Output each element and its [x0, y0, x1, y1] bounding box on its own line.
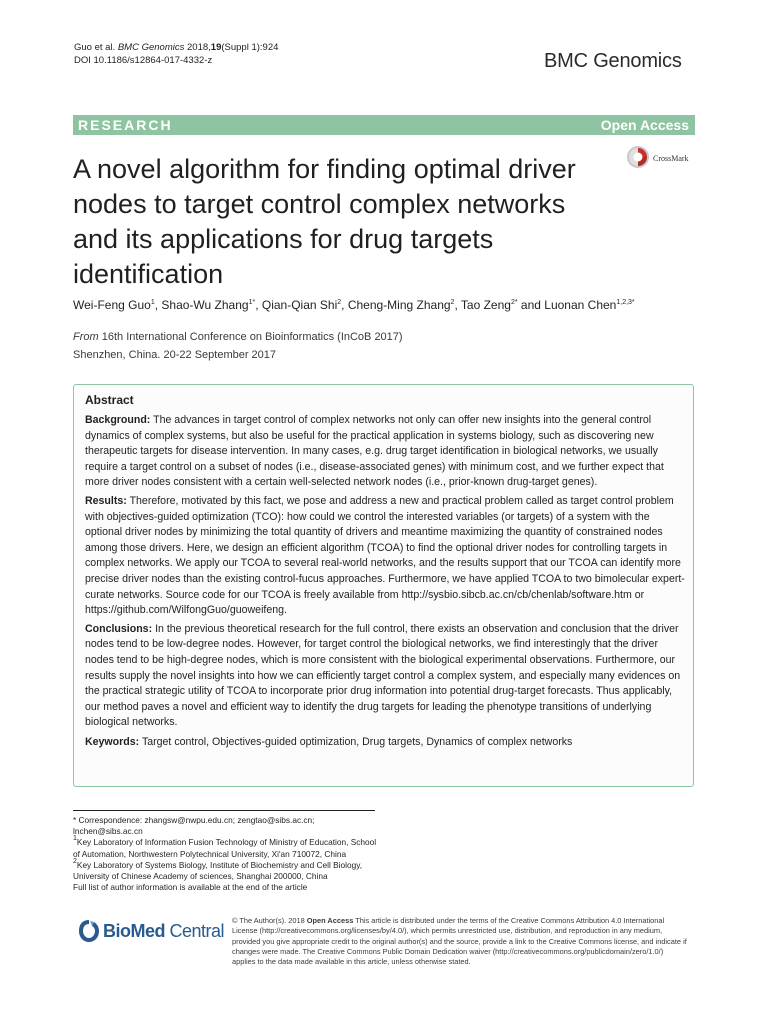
footnote-divider	[73, 810, 375, 811]
crossmark-label: CrossMark	[653, 154, 689, 163]
conference-location: Shenzhen, China. 20-22 September 2017	[73, 349, 277, 361]
author[interactable]: Tao Zeng$^{2*}$	[460, 298, 518, 312]
citation-journal: BMC Genomics	[117, 42, 185, 53]
correspondence[interactable]: * Correspondence: zhangsw@nwpu.edu.cn; zengtao@sibs.ac.cn; lnchen@sibs.ac.cn	[73, 815, 315, 837]
author[interactable]: Luonan Chen$^{1,2,3*}$	[544, 298, 635, 312]
biomed-central-wordmark: BioMed Central	[103, 921, 225, 941]
conference-info	[73, 328, 403, 364]
abstract-box	[73, 384, 694, 787]
abstract-background: Background: The advances in target control of complex networks not only can offer new insights into the general control dynamics of complex systems, but also be useful for the practical application in systems biology, such as discovering new therapeutic targets for disease intervention. In many cases, e.g. drug target identification in biological networks, we usually require a target control on a subset of nodes (i.e., disease-associated genes) with minimum cost, and we further expect that more driver nodes consistent with a certain well-selected network nodes (i.e., prior-known drug-target genes).	[85, 414, 664, 489]
affiliation-2: $^2$Key Laboratory of Systems Biology, Institute of Biochemistry and Cell Biology, University of Chinese Academy of sciences, Shanghai 200000, China	[73, 857, 363, 882]
abstract-heading: Abstract	[85, 393, 134, 407]
article-title: A novel algorithm for finding optimal driver nodes to target control complex networks and its applications for drug targets identification	[73, 154, 576, 289]
citation-authors: Guo et al.	[74, 42, 116, 53]
author[interactable]: Qian-Qian Shi$^2$	[261, 298, 342, 312]
footnotes	[73, 815, 383, 893]
author[interactable]: Wei-Feng Guo$^1$	[73, 298, 155, 312]
conference-line: From 16th International Conference on Bioinformatics (InCoB 2017)	[73, 331, 403, 343]
biomed-central-logo	[77, 916, 237, 950]
author-info-note: Full list of author information is available at the end of the article	[73, 882, 308, 893]
crossmark-icon	[626, 145, 650, 169]
open-access-label: Open Access	[600, 117, 689, 133]
author[interactable]: Cheng-Ming Zhang$^2$	[347, 298, 455, 312]
citation-line	[74, 41, 278, 54]
citation-year: 2018,	[187, 42, 211, 53]
article-type-banner	[73, 115, 695, 135]
abstract-keywords: Keywords: Target control, Objectives-guided optimization, Drug targets, Dynamics of complex networks	[85, 735, 573, 748]
license-text: © The Author(s). 2018 Open Access This article is distributed under the terms of the Creative Commons Attribution 4.0 International License (http://creativecommons.org/licenses/by/4.0/), which permits unrestricted use, distribution, and reproduction in any medium, provided you give appropriate credit to the original author(s) and the source, provide a link to the Creative Commons license, and indicate if changes were made. The Creative Commons Public Domain Dedication waiver (http://creativecommons.org/publicdomain/zero/1.0/) applies to the data made available in this article, unless otherwise stated.	[232, 916, 687, 967]
crossmark-badge[interactable]	[626, 145, 726, 175]
doi[interactable]: DOI 10.1186/s12864-017-4332-z	[74, 55, 213, 66]
citation	[74, 41, 278, 67]
citation-volume: 19	[210, 42, 222, 53]
affiliation-1: $^1$Key Laboratory of Information Fusion Technology of Ministry of Education, School of Automation, Northwestern Polytechnical University, Xi'an 710072, China	[73, 835, 377, 859]
author-list: Wei-Feng Guo$^1$, Shao-Wu Zhang$^{1*}$, Qian-Qian Shi$^2$, Cheng-Ming Zhang$^2$, Tao Zeng$^{2*}$ and Luonan Chen$^{1,2,3*}$	[73, 298, 635, 312]
abstract-results: Results: Therefore, motivated by this fact, we pose and address a new and practical problem called as target control problem with objectives-guided optimization (TCO): how could we control the interested variables (or targets) of a system with the optional driver nodes by minimizing the total quantity of drivers and meantime maximizing the quantity of constrained nodes among those drivers. Here, we design an efficient algorithm (TCOA) to find the optional driver nodes for controlling targets in complex networks. We apply our TCOA to several real-world networks, and the results support that our TCOA can identify more precise driver nodes than the existing control-fucus approaches. Furthermore, we have applied TCOA to two bimolecular expert-curate networks. Source code for our TCOA is freely available from http://sysbio.sibcb.ac.cn/cb/chenlab/software.htm or https://github.com/WilfongGuo/guoweifeng.	[85, 494, 685, 617]
biomed-central-icon	[77, 918, 101, 944]
article-type-label: RESEARCH	[78, 117, 173, 133]
abstract-conclusions: Conclusions: In the previous theoretical research for the full control, there exists an observation and conclusion that the driver nodes tend to be low-degree nodes. However, for target control the biological networks, we find interestingly that the driver nodes tend to be high-degree nodes, which is more consistent with the biological experimental observations. Furthermore, our results supply the novel insights into how we can efficiently target control a complex system, and especially many evidences on the practical strategic utility of TCOA to incorporate prior drug information into potential drug-target forecasts. Thus applicably, our method paves a novel and efficient way to identify the drug targets for leading the phenotype transitions of underlying biological networks.	[85, 622, 681, 729]
journal-name: BMC Genomics	[544, 50, 682, 72]
author[interactable]: Shao-Wu Zhang$^{1*}$	[161, 298, 256, 312]
citation-issue: (Suppl 1):924	[221, 42, 279, 53]
